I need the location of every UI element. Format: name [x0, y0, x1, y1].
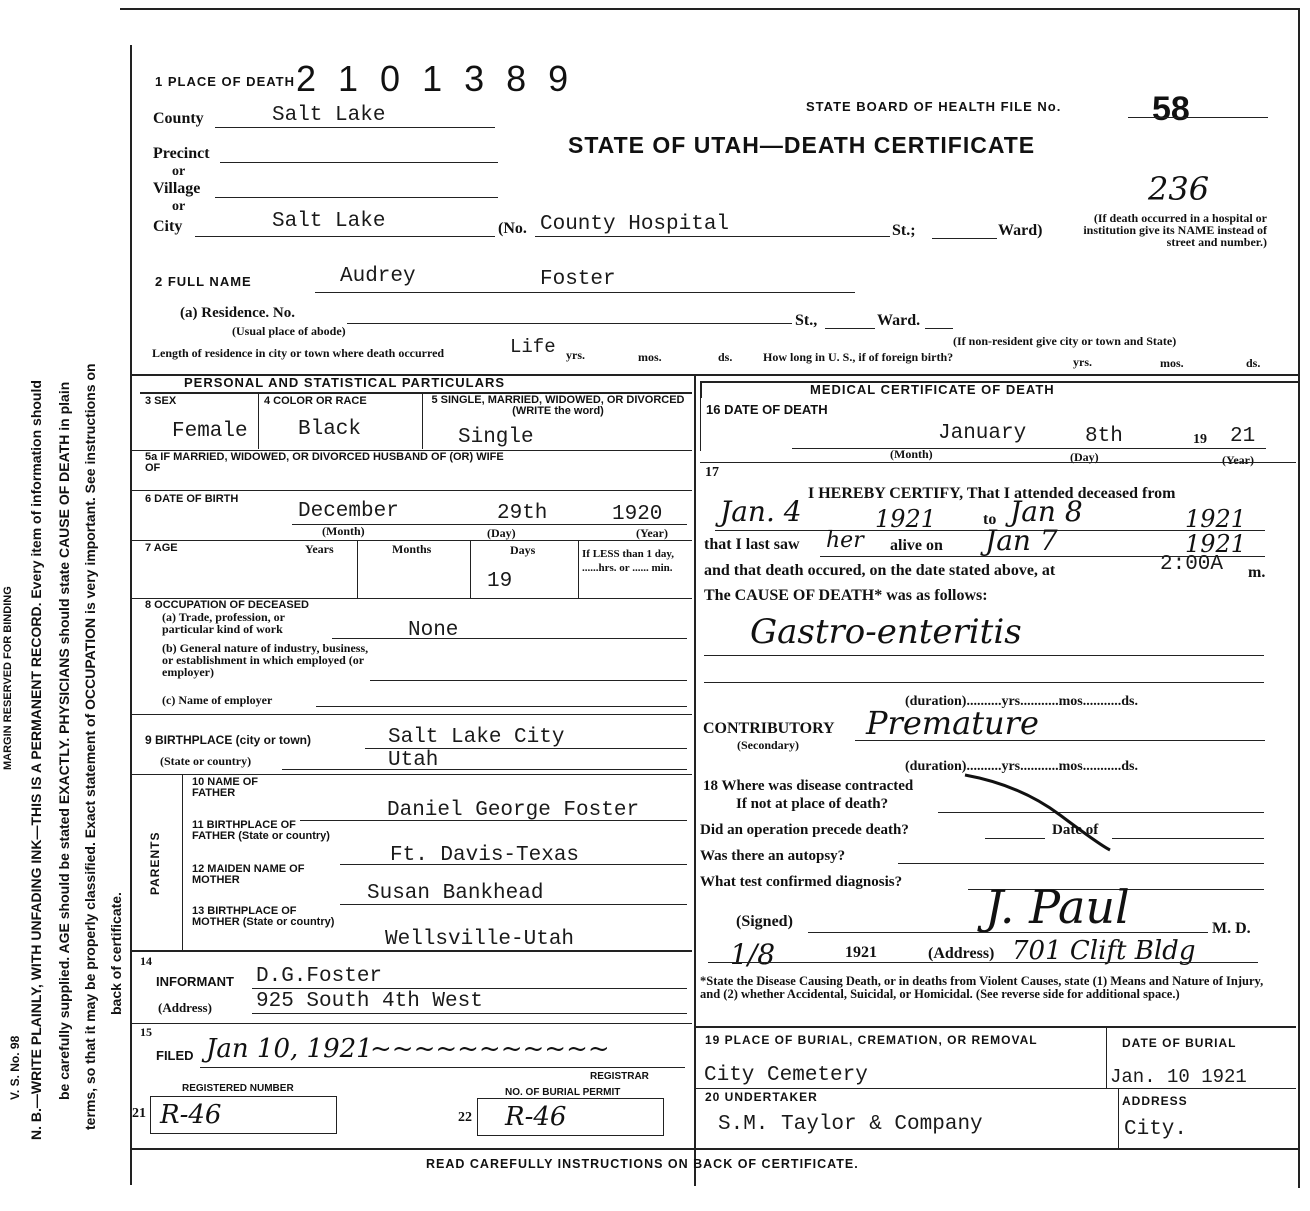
date-of-death-day-sub: (Day) [1070, 450, 1099, 464]
informant-address-value: 925 South 4th West [256, 990, 483, 1013]
registered-number-label: REGISTERED NUMBER [182, 1083, 294, 1094]
margin-reserved-text: MARGIN RESERVED FOR BINDING [2, 586, 14, 770]
death-occurred-label: and that death occured, on the date stated above, at [704, 562, 1056, 579]
file-no-label: STATE BOARD OF HEALTH FILE No. [806, 99, 1062, 114]
burial-date-label: DATE OF BURIAL [1122, 1036, 1237, 1050]
registered-number-num: 21 [132, 1106, 146, 1121]
date-of-death-month: January [938, 422, 1027, 445]
cause-of-death-label: The CAUSE OF DEATH* was as follows: [704, 587, 988, 604]
registered-number-value: R-46 [160, 1100, 222, 1130]
occupation-b-label: (b) General nature of industry, business, or establishment in which employed (or employer) [162, 641, 369, 679]
registrar-signature: ~~~~~~~~~~~ [370, 1034, 610, 1064]
last-saw-date: Jan 7 [985, 524, 1058, 557]
burial-place-value: City Cemetery [704, 1064, 868, 1087]
length-mos: mos. [638, 350, 662, 364]
informant-number: 14 [140, 954, 152, 968]
contributory-label: CONTRIBUTORY [703, 720, 835, 737]
place-of-death-label: 1 PLACE OF DEATH [155, 74, 295, 89]
age-days-label: Days [510, 543, 536, 557]
residence-st-label: St., [795, 312, 818, 329]
institution-note: (If death occurred in a hospital or institution give its NAME instead of street and number.) [1083, 211, 1267, 249]
cause-footnote: *State the Disease Causing Death, or in deaths from Violent Causes, state (1) Means and Nature of Injury, and (2) whether Accidental, Suicidal, or Homicidal. (See reverse side for additional space.) [700, 974, 1264, 1001]
full-name-first: Audrey [340, 265, 416, 288]
foreign-yrs: yrs. [1073, 355, 1092, 369]
test-confirmed-label: What test confirmed diagnosis? [700, 874, 903, 890]
registrar-label: REGISTRAR [590, 1071, 649, 1082]
duration-1: (duration)..........yrs...........mos...........ds. [905, 694, 1138, 709]
right-border [1298, 8, 1300, 1188]
last-saw-alive-on: alive on [890, 537, 943, 554]
street-no-value: County Hospital [540, 213, 730, 236]
death-time-m: m. [1248, 564, 1266, 581]
registration-number-handwritten: 236 [1148, 170, 1210, 208]
dob-day-sub: (Day) [487, 526, 516, 540]
age-days-value: 19 [487, 570, 513, 593]
dob-month-sub: (Month) [322, 524, 365, 538]
birthplace-city: Salt Lake City [388, 726, 565, 749]
strike-through-mark [960, 765, 1120, 855]
item-18-label: 18 Where was disease contracted [703, 778, 914, 794]
full-name-last: Foster [540, 268, 616, 291]
operation-label: Did an operation precede death? [700, 822, 909, 838]
attended-from-date: Jan. 4 [720, 495, 802, 528]
occupation-a-label: (a) Trade, profession, or particular kind of work [162, 610, 285, 636]
village-label: Village [153, 180, 201, 197]
color-label: 4 COLOR OR RACE [264, 395, 367, 407]
informant-address-label: (Address) [158, 1000, 212, 1015]
attended-from-year: 1921 [875, 505, 937, 533]
father-name-label: 10 NAME OF FATHER [192, 776, 259, 799]
signed-label: (Signed) [736, 913, 793, 930]
residence-label: (a) Residence. No. [180, 305, 295, 321]
physician-address-value: 701 Clift Bldg [1012, 936, 1196, 966]
margin-instruction-line1: N. B.—WRITE PLAINLY, WITH UNFADING INK—THIS IS A PERMANENT RECORD. Every item of information should [28, 380, 44, 1140]
file-no-value: 58 [1152, 90, 1190, 128]
birthplace-state-label: (State or country) [160, 754, 252, 768]
filed-value: Jan 10, 1921 [206, 1034, 373, 1064]
personal-heading: PERSONAL AND STATISTICAL PARTICULARS [184, 375, 506, 390]
foreign-mos: mos. [1160, 356, 1184, 370]
undertaker-value: S.M. Taylor & Company [718, 1113, 983, 1136]
item-18b-label: If not at place of death? [736, 796, 889, 812]
length-yrs: yrs. [566, 348, 585, 362]
last-saw-year: 1921 [1185, 530, 1247, 558]
county-value: Salt Lake [272, 104, 386, 127]
date-of-operation-label: Date of [1052, 822, 1099, 838]
parents-label: PARENTS [148, 831, 162, 895]
date-of-death-year-sub: (Year) [1222, 453, 1254, 467]
street-no-label: (No. [498, 220, 527, 237]
county-label: County [153, 110, 204, 127]
city-value: Salt Lake [272, 210, 386, 233]
certificate-title: STATE OF UTAH—DEATH CERTIFICATE [568, 132, 1036, 158]
father-birthplace-label: 11 BIRTHPLACE OF FATHER (State or country) [192, 819, 330, 842]
date-of-death-label: 16 DATE OF DEATH [706, 402, 828, 417]
left-border [130, 45, 132, 1185]
marital-value: Single [458, 426, 534, 449]
medical-heading: MEDICAL CERTIFICATE OF DEATH [810, 382, 1055, 397]
attended-to-year: 1921 [1185, 505, 1247, 533]
last-saw-who: her [826, 528, 864, 553]
md-label: M. D. [1212, 920, 1251, 937]
ward-label: Ward) [998, 222, 1043, 239]
margin-instruction-line4: back of certificate. [108, 892, 124, 1015]
burial-permit-value: R-46 [505, 1102, 567, 1132]
spouse-label: 5a IF MARRIED, WIDOWED, OR DIVORCED HUSBAND OF (OR) WIFE OF [145, 451, 504, 474]
undertaker-label: 20 UNDERTAKER [705, 1090, 818, 1104]
death-time: 2:00A [1160, 553, 1224, 576]
filed-label: FILED [156, 1048, 194, 1063]
residence-sub-label: (Usual place of abode) [232, 324, 346, 338]
precinct-label: Precinct [153, 145, 210, 162]
color-value: Black [298, 418, 362, 441]
sex-value: Female [172, 420, 248, 443]
burial-permit-label: NO. OF BURIAL PERMIT [505, 1087, 621, 1098]
length-ds: ds. [718, 350, 733, 364]
age-label: 7 AGE [145, 542, 178, 554]
certify-statement: I HEREBY CERTIFY, That I attended deceased from [808, 485, 1176, 502]
dob-day: 29th [497, 502, 548, 525]
occupation-value: None [408, 619, 459, 642]
length-residence-value: Life [510, 336, 556, 358]
dob-year: 1920 [612, 503, 663, 526]
date-of-death-day: 8th [1085, 425, 1123, 448]
date-of-death-century: 19 [1193, 432, 1207, 447]
full-name-label: 2 FULL NAME [155, 274, 252, 289]
date-of-death-month-sub: (Month) [890, 447, 933, 461]
age-less-than-label: If LESS than 1 day, ......hrs. or ...... min. [582, 548, 675, 574]
city-label: City [153, 218, 183, 235]
sex-label: 3 SEX [145, 395, 177, 407]
footer-instructions: READ CAREFULLY INSTRUCTIONS ON BACK OF CERTIFICATE. [426, 1157, 859, 1171]
top-border [120, 8, 1300, 10]
signed-year: 1921 [845, 944, 877, 961]
street-label: St.; [892, 222, 916, 239]
margin-instruction-line2: be carefully supplied. AGE should be stated EXACTLY. PHYSICIANS should state CAUSE OF DEATH in plain [56, 381, 72, 1100]
father-birthplace-value: Ft. Davis-Texas [390, 844, 580, 867]
non-resident-note: (If non-resident give city or town and State) [953, 334, 1177, 348]
physician-address-label: (Address) [928, 945, 995, 962]
center-divider [694, 376, 696, 1186]
burial-date-value: Jan. 10 1921 [1110, 1066, 1247, 1088]
birthplace-state: Utah [388, 749, 439, 772]
undertaker-address-value: City. [1124, 1118, 1188, 1141]
date-of-death-year: 21 [1230, 425, 1256, 448]
mother-birthplace-label: 13 BIRTHPLACE OF MOTHER (State or country) [192, 905, 335, 928]
attended-to-date: Jan 8 [1010, 495, 1083, 528]
dob-year-sub: (Year) [636, 526, 668, 540]
dob-label: 6 DATE OF BIRTH [145, 493, 239, 505]
mother-name-value: Susan Bankhead [367, 882, 544, 905]
signed-date: 1/8 [730, 938, 776, 971]
age-years-label: Years [305, 542, 334, 556]
marital-label: 5 SINGLE, MARRIED, WIDOWED, OR DIVORCED (WRITE the word) [431, 394, 685, 417]
or-label-1: or [172, 164, 186, 179]
margin-instruction-line3: terms, so that it may be properly classified. Exact statement of OCCUPATION is very important. See instructions on [82, 363, 98, 1130]
dob-month: December [298, 500, 399, 523]
margin-vs-number: V. S. No. 98 [8, 1035, 22, 1100]
last-saw-label: that I last saw [704, 536, 800, 553]
autopsy-label: Was there an autopsy? [700, 848, 846, 864]
attended-to-word: to [983, 511, 997, 528]
stamp-number: 2 1 0 1 3 8 9 [296, 58, 575, 99]
birthplace-label: 9 BIRTHPLACE (city or town) [145, 733, 312, 747]
age-months-label: Months [392, 542, 432, 556]
foreign-birth-label: How long in U. S., if of foreign birth? [763, 350, 954, 364]
contributory-value: Premature [866, 704, 1039, 742]
burial-permit-num: 22 [458, 1110, 472, 1125]
foreign-ds: ds. [1246, 356, 1261, 370]
or-label-2: or [172, 199, 186, 214]
cause-of-death-value: Gastro-enteritis [750, 612, 1022, 652]
informant-label: INFORMANT [156, 974, 234, 989]
contributory-sub-label: (Secondary) [737, 738, 799, 752]
mother-name-label: 12 MAIDEN NAME OF MOTHER [192, 863, 305, 886]
occupation-c-label: (c) Name of employer [162, 693, 273, 707]
duration-2: (duration)..........yrs...........mos...........ds. [905, 759, 1138, 774]
burial-place-label: 19 PLACE OF BURIAL, CREMATION, OR REMOVAL [705, 1033, 1038, 1047]
length-residence-label: Length of residence in city or town where death occurred [152, 346, 445, 360]
father-name-value: Daniel George Foster [387, 799, 640, 822]
undertaker-address-label: ADDRESS [1122, 1094, 1188, 1108]
residence-ward-label: Ward. [877, 312, 921, 329]
informant-value: D.G.Foster [256, 965, 383, 988]
item-17-number: 17 [705, 465, 719, 480]
mother-birthplace-value: Wellsville-Utah [385, 928, 575, 951]
occupation-label: 8 OCCUPATION OF DECEASED [145, 599, 309, 611]
filed-number: 15 [140, 1025, 152, 1039]
physician-signature: J. Paul [985, 880, 1130, 934]
